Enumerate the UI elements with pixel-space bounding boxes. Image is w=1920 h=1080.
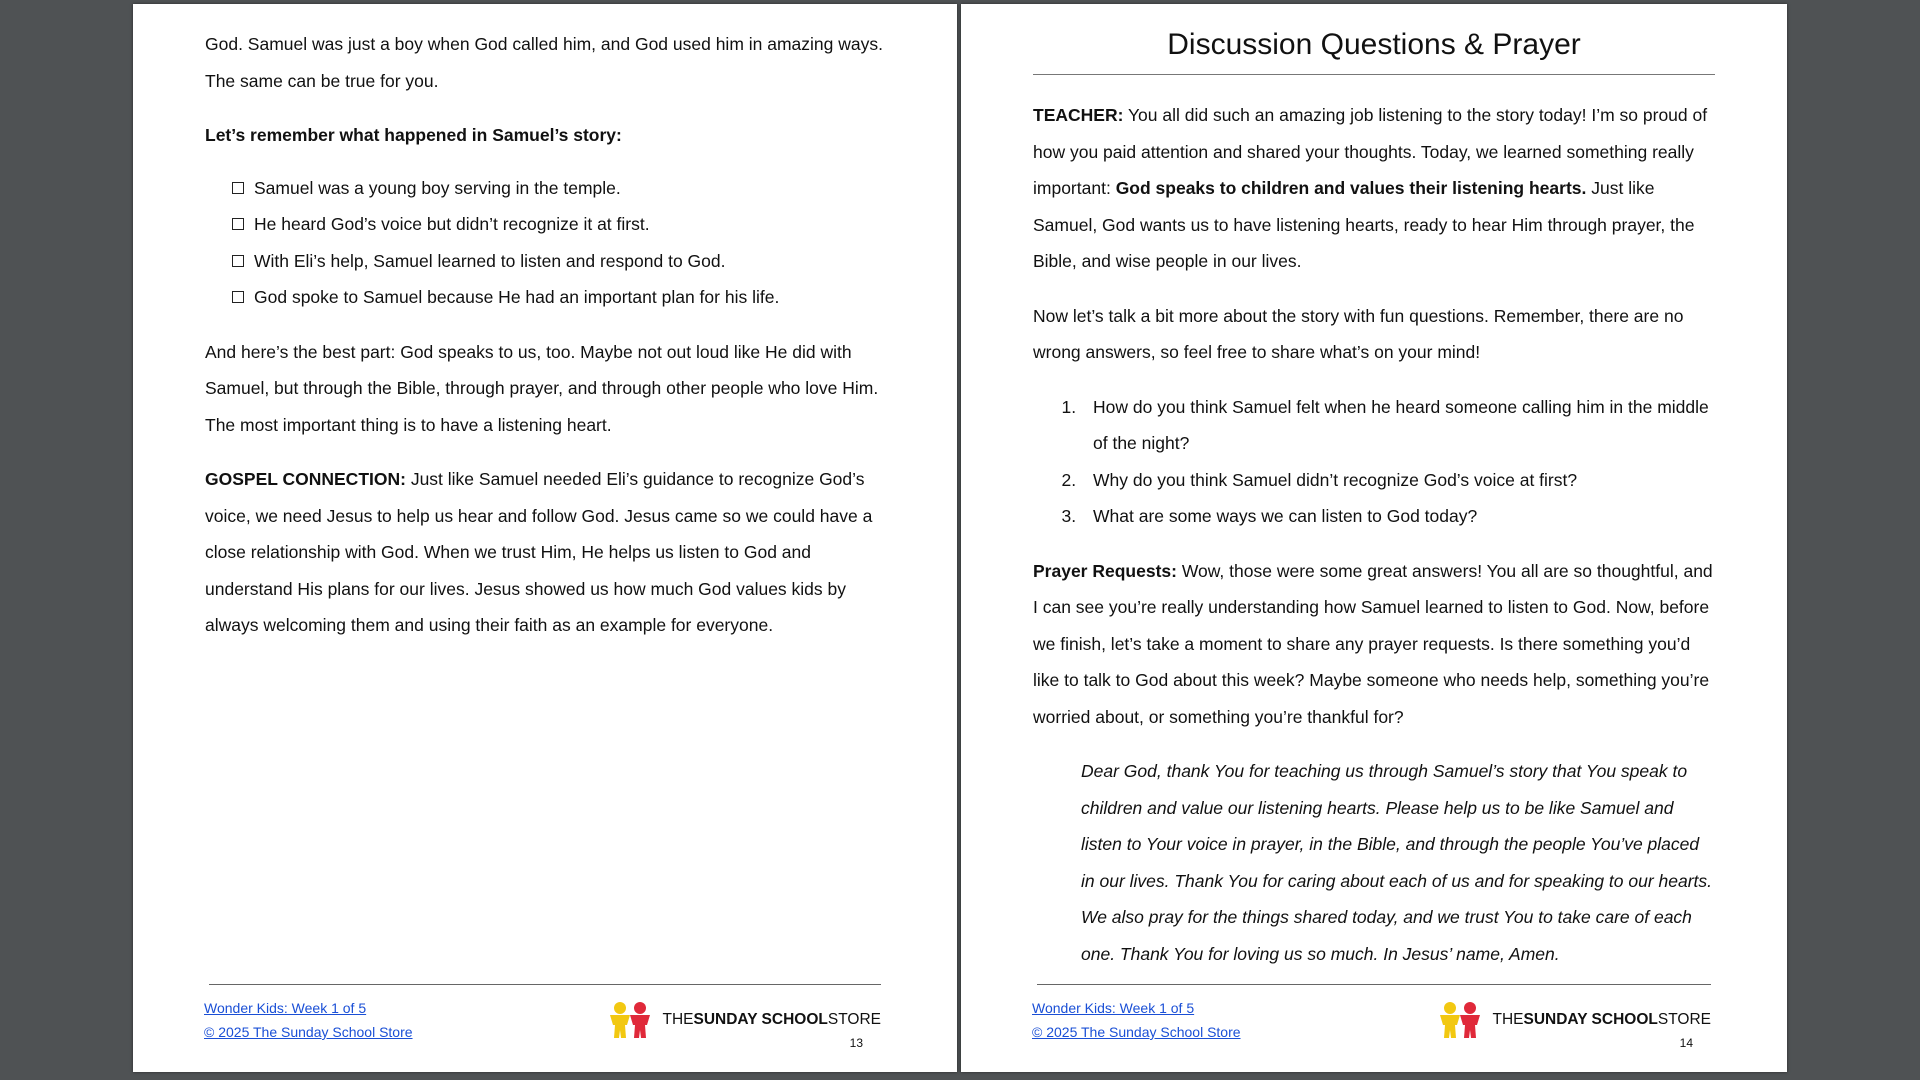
checkbox-icon[interactable] (232, 182, 244, 194)
series-link[interactable]: Wonder Kids: Week 1 of 5 (1032, 1000, 1195, 1016)
brand-store: STORE (1657, 1011, 1711, 1028)
best-part-paragraph: And here’s the best part: God speaks to us, too. Maybe not out loud like He did with Samuel, but through the Bible, through prayer, and through other people who love Him. The most important thing is to have a listening heart. (205, 341, 879, 435)
brand-name: SUNDAY SCHOOL (693, 1011, 828, 1028)
brand-name: SUNDAY SCHOOL (1523, 1011, 1658, 1028)
page-13 (133, 4, 957, 1072)
gospel-text: Just like Samuel needed Eli’s guidance to recognize God’s voice, we need Jesus to help us hear and follow God. Jesus came so we could have a close relationship with God. When we trust Him, He helps us listen to God and understand His plans for our lives. Jesus showed us how much God values kids by always welcoming them and using their faith as an example for everyone. (205, 469, 873, 635)
prayer-requests-paragraph: Prayer Requests: Wow, those were some great answers! You all are so thoughtful, and I can see you’re really understanding how Samuel learned to listen to God. Now, before we finish, let’s take a moment to share any prayer requests. Is there something you’d like to talk to God about this week? Maybe someone who needs help, something you’re worried about, or something you’re thankful for? (1033, 560, 1713, 727)
brand-logo (1435, 1001, 1712, 1039)
gospel-connection-paragraph (205, 461, 885, 644)
footer-links (204, 996, 413, 1044)
footer-divider (209, 984, 881, 985)
copyright-link[interactable]: © 2025 The Sunday School Store (1032, 1024, 1241, 1040)
page-title: Discussion Questions & Prayer (1167, 28, 1581, 61)
closing-prayer: Dear God, thank You for teaching us through Samuel’s story that You speak to children and value our listening hearts. Please help us to be like Samuel and listen to Your voice in prayer, in the Bible, and through the people You’ve placed in our lives. Thank You for caring about each of us and for speaking to our hearts. We also pray for the things shared today, and we trust You to take care of each one. Thank You for loving us so much. In Jesus’ name, Amen. (1081, 761, 1713, 964)
intro-paragraph: God. Samuel was just a boy when God called him, and God used him in amazing ways. The same can be true for you. (205, 34, 883, 91)
checkbox-icon[interactable] (232, 291, 244, 303)
key-truth: God speaks to children and values their listening hearts. (1115, 178, 1587, 198)
checklist-item: He heard God’s voice but didn’t recognize it at first. (232, 206, 885, 243)
discussion-questions (1033, 389, 1715, 535)
gospel-label: GOSPEL CONNECTION: (205, 469, 406, 489)
checkbox-icon[interactable] (232, 218, 244, 230)
teacher-paragraph: TEACHER: You all did such an amazing job listening to the story today! I’m so proud of how you paid attention and shared your thoughts. Today, we learned something really important: God speaks to children and values their listening hearts. Just like Samuel, God wants us to have listening hearts, ready to hear Him through prayer, the Bible, and wise people in our lives. (1033, 105, 1708, 271)
page-14-content (1033, 4, 1715, 972)
checklist-item: God spoke to Samuel because He had an important plan for his life. (232, 279, 885, 316)
prayer-label: Prayer Requests: (1033, 560, 1177, 581)
brand-the: THE (662, 1011, 694, 1028)
question-item: 3. What are some ways we can listen to God today? (1081, 498, 1715, 535)
footer-divider (1037, 984, 1711, 985)
checklist-item: Samuel was a young boy serving in the temple. (232, 170, 885, 207)
checklist-item: With Eli’s help, Samuel learned to listen and respond to God. (232, 243, 885, 280)
brand-store: STORE (827, 1011, 881, 1028)
teacher-label: TEACHER: (1033, 105, 1124, 125)
question-item: 2. Why do you think Samuel didn’t recognize God’s voice at first? (1081, 462, 1715, 499)
remember-heading: Let’s remember what happened in Samuel’s story: (205, 125, 622, 145)
kids-figures-icon (605, 1001, 657, 1039)
copyright-link[interactable]: © 2025 The Sunday School Store (204, 1024, 413, 1040)
page-footer (1032, 984, 1711, 1060)
title-divider (1033, 74, 1715, 75)
kids-figures-icon (1435, 1001, 1487, 1039)
page-14 (961, 4, 1787, 1072)
checkbox-icon[interactable] (232, 255, 244, 267)
question-item: 1. How do you think Samuel felt when he heard someone calling him in the middle of the night? (1081, 389, 1715, 462)
story-checklist (205, 170, 885, 316)
page-number: 14 (1679, 1036, 1693, 1050)
series-link[interactable]: Wonder Kids: Week 1 of 5 (204, 1000, 367, 1016)
brand-logo (605, 1001, 882, 1039)
page-footer (204, 984, 881, 1060)
brand-the: THE (1492, 1011, 1524, 1028)
footer-links (1032, 996, 1241, 1044)
page-number: 13 (849, 1036, 863, 1050)
questions-intro: Now let’s talk a bit more about the story with fun questions. Remember, there are no wrong answers, so feel free to share what’s on your mind! (1033, 305, 1684, 362)
page-13-content (205, 4, 885, 644)
